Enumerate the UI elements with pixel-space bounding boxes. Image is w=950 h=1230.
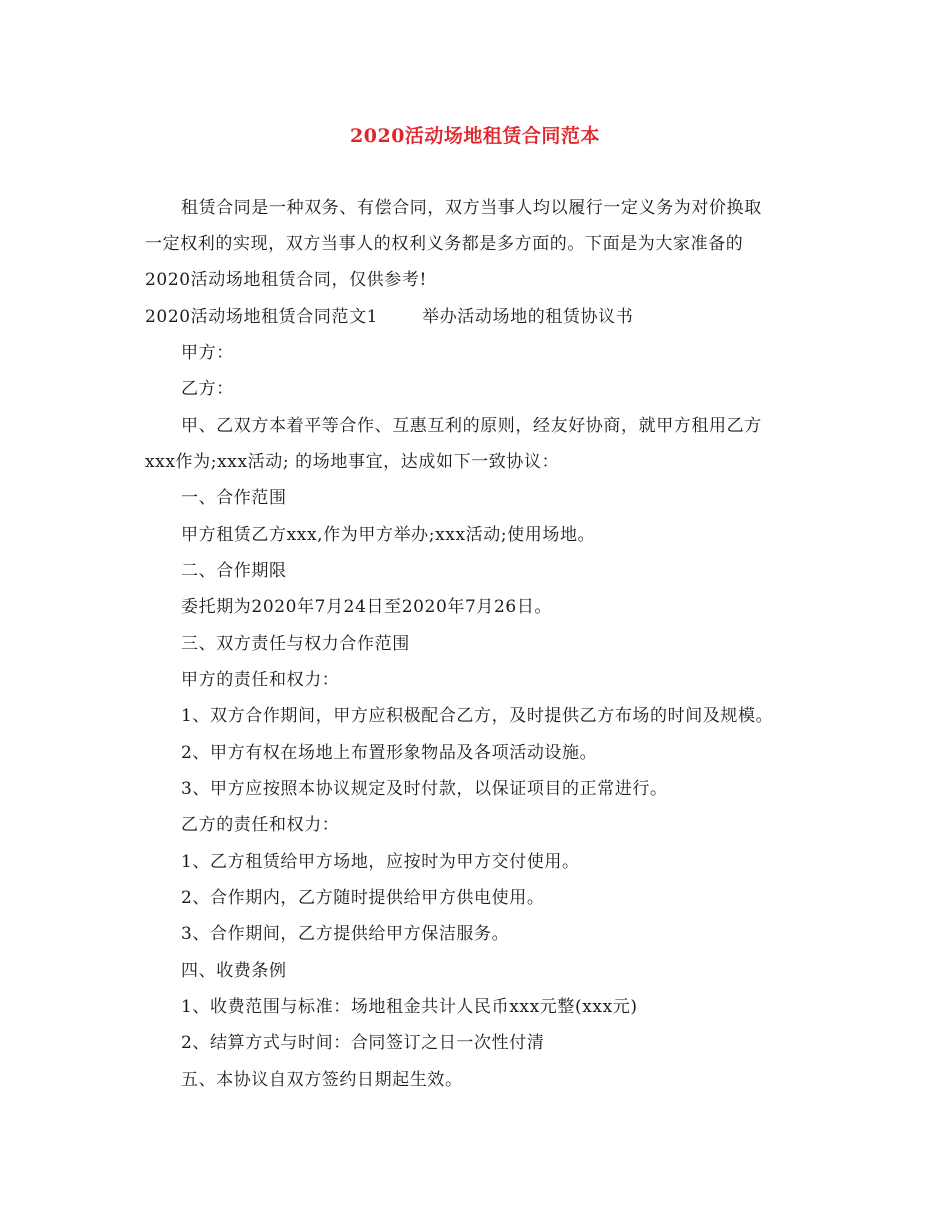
sample-heading-line — [145, 305, 633, 329]
party-b-duty-3: 3、合作期间，乙方提供给甲方保洁服务。 — [181, 924, 510, 944]
preamble-line-2: xxx作为;xxx活动; 的场地事宜，达成如下一致协议： — [145, 452, 560, 472]
party-b-duties-title: 乙方的责任和权力： — [181, 815, 340, 835]
intro-line-1: 租赁合同是一种双务、有偿合同，双方当事人均以履行一定义务为对价换取 — [181, 198, 762, 218]
section-2-text: 委托期为2020年7月24日至2020年7月26日。 — [181, 597, 553, 617]
section-5-text: 五、本协议自双方签约日期起生效。 — [181, 1070, 463, 1090]
agreement-title: 举办活动场地的租赁协议书 — [422, 307, 634, 327]
party-b-label: 乙方： — [181, 379, 234, 399]
party-b-duty-2: 2、合作期内，乙方随时提供给甲方供电使用。 — [181, 888, 545, 908]
party-a-duty-2: 2、甲方有权在场地上布置形象物品及各项活动设施。 — [181, 743, 598, 763]
sample-heading: 2020活动场地租赁合同范文1 — [145, 307, 379, 327]
party-a-label: 甲方： — [181, 343, 234, 363]
fee-item-2: 2、结算方式与时间：合同签订之日一次性付清 — [181, 1033, 545, 1053]
party-a-duties-title: 甲方的责任和权力： — [181, 670, 340, 690]
intro-line-3: 2020活动场地租赁合同，仅供参考! — [145, 270, 427, 290]
intro-line-2: 一定权利的实现，双方当事人的权利义务都是多方面的。下面是为大家准备的 — [145, 234, 744, 254]
section-1-text: 甲方租赁乙方xxx,作为甲方举办;xxx活动;使用场地。 — [181, 525, 596, 545]
section-4-title: 四、收费条例 — [181, 961, 287, 981]
section-3-title: 三、双方责任与权力合作范围 — [181, 634, 410, 654]
party-a-duty-3: 3、甲方应按照本协议规定及时付款，以保证项目的正常进行。 — [181, 779, 668, 799]
party-a-duty-1: 1、双方合作期间，甲方应积极配合乙方，及时提供乙方布场的时间及规模。 — [181, 706, 774, 726]
section-2-title: 二、合作期限 — [181, 561, 287, 581]
party-b-duty-1: 1、乙方租赁给甲方场地，应按时为甲方交付使用。 — [181, 852, 580, 872]
preamble-line-1: 甲、乙双方本着平等合作、互惠互利的原则，经友好协商，就甲方租用乙方 — [181, 416, 762, 436]
section-1-title: 一、合作范围 — [181, 488, 287, 508]
fee-item-1: 1、收费范围与标准：场地租金共计人民币xxx元整(xxx元) — [181, 997, 638, 1017]
document-title: 2020活动场地租赁合同范本 — [350, 125, 600, 147]
